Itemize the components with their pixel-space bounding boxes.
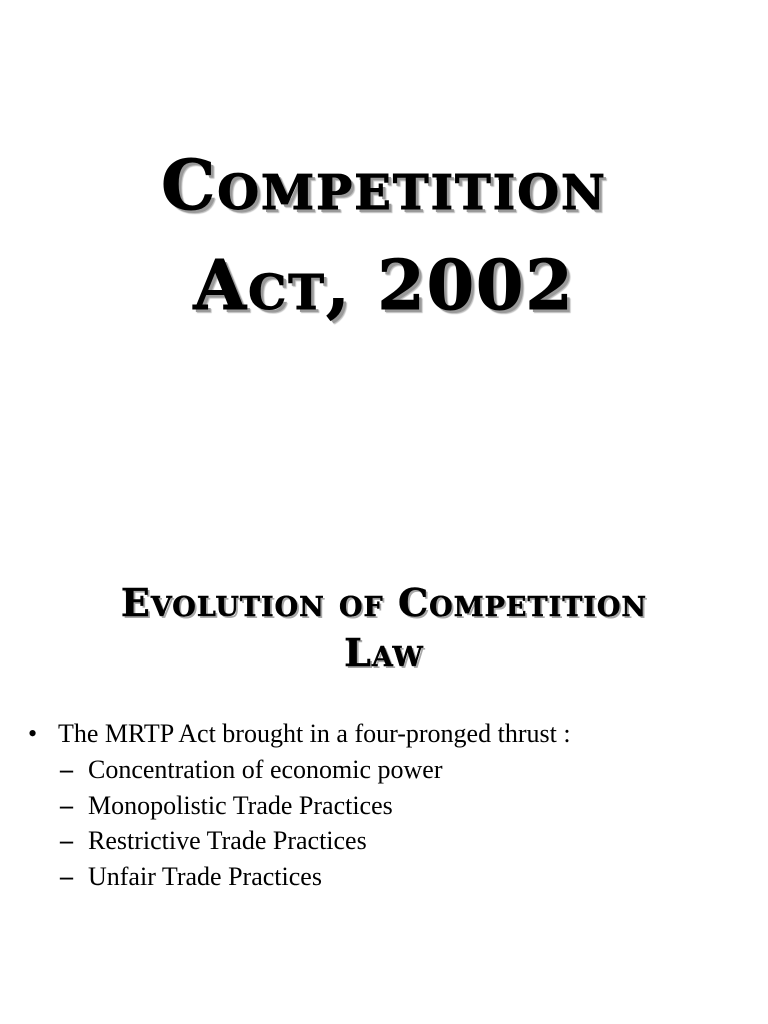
page-title bbox=[0, 136, 768, 336]
sub-list bbox=[28, 752, 748, 894]
sub-item-text: Concentration of economic power bbox=[88, 755, 443, 784]
section-title-line-2: Law bbox=[344, 630, 424, 675]
bullet-marker: • bbox=[28, 719, 38, 748]
sub-item-text: Monopolistic Trade Practices bbox=[88, 790, 393, 820]
dash-marker: – bbox=[60, 755, 73, 784]
sub-item bbox=[60, 859, 748, 895]
bullet-item bbox=[28, 716, 748, 752]
title-line-1: Competition bbox=[161, 146, 607, 226]
section-title bbox=[0, 578, 768, 678]
title-line-2: Act, 2002 bbox=[193, 246, 575, 326]
sub-item bbox=[60, 823, 748, 859]
sub-item bbox=[60, 788, 748, 824]
slide-evolution bbox=[0, 512, 768, 1024]
bullet-content bbox=[28, 716, 748, 894]
dash-marker: – bbox=[60, 861, 73, 891]
sub-item-text: Restrictive Trade Practices bbox=[88, 826, 367, 855]
bullet-text: The MRTP Act brought in a four-pronged thrust : bbox=[58, 719, 571, 748]
sub-item-text: Unfair Trade Practices bbox=[88, 861, 322, 891]
dash-marker: – bbox=[60, 790, 73, 820]
section-title-line-1: Evolution of Competition bbox=[120, 580, 648, 625]
sub-item bbox=[60, 752, 748, 788]
dash-marker: – bbox=[60, 826, 73, 855]
